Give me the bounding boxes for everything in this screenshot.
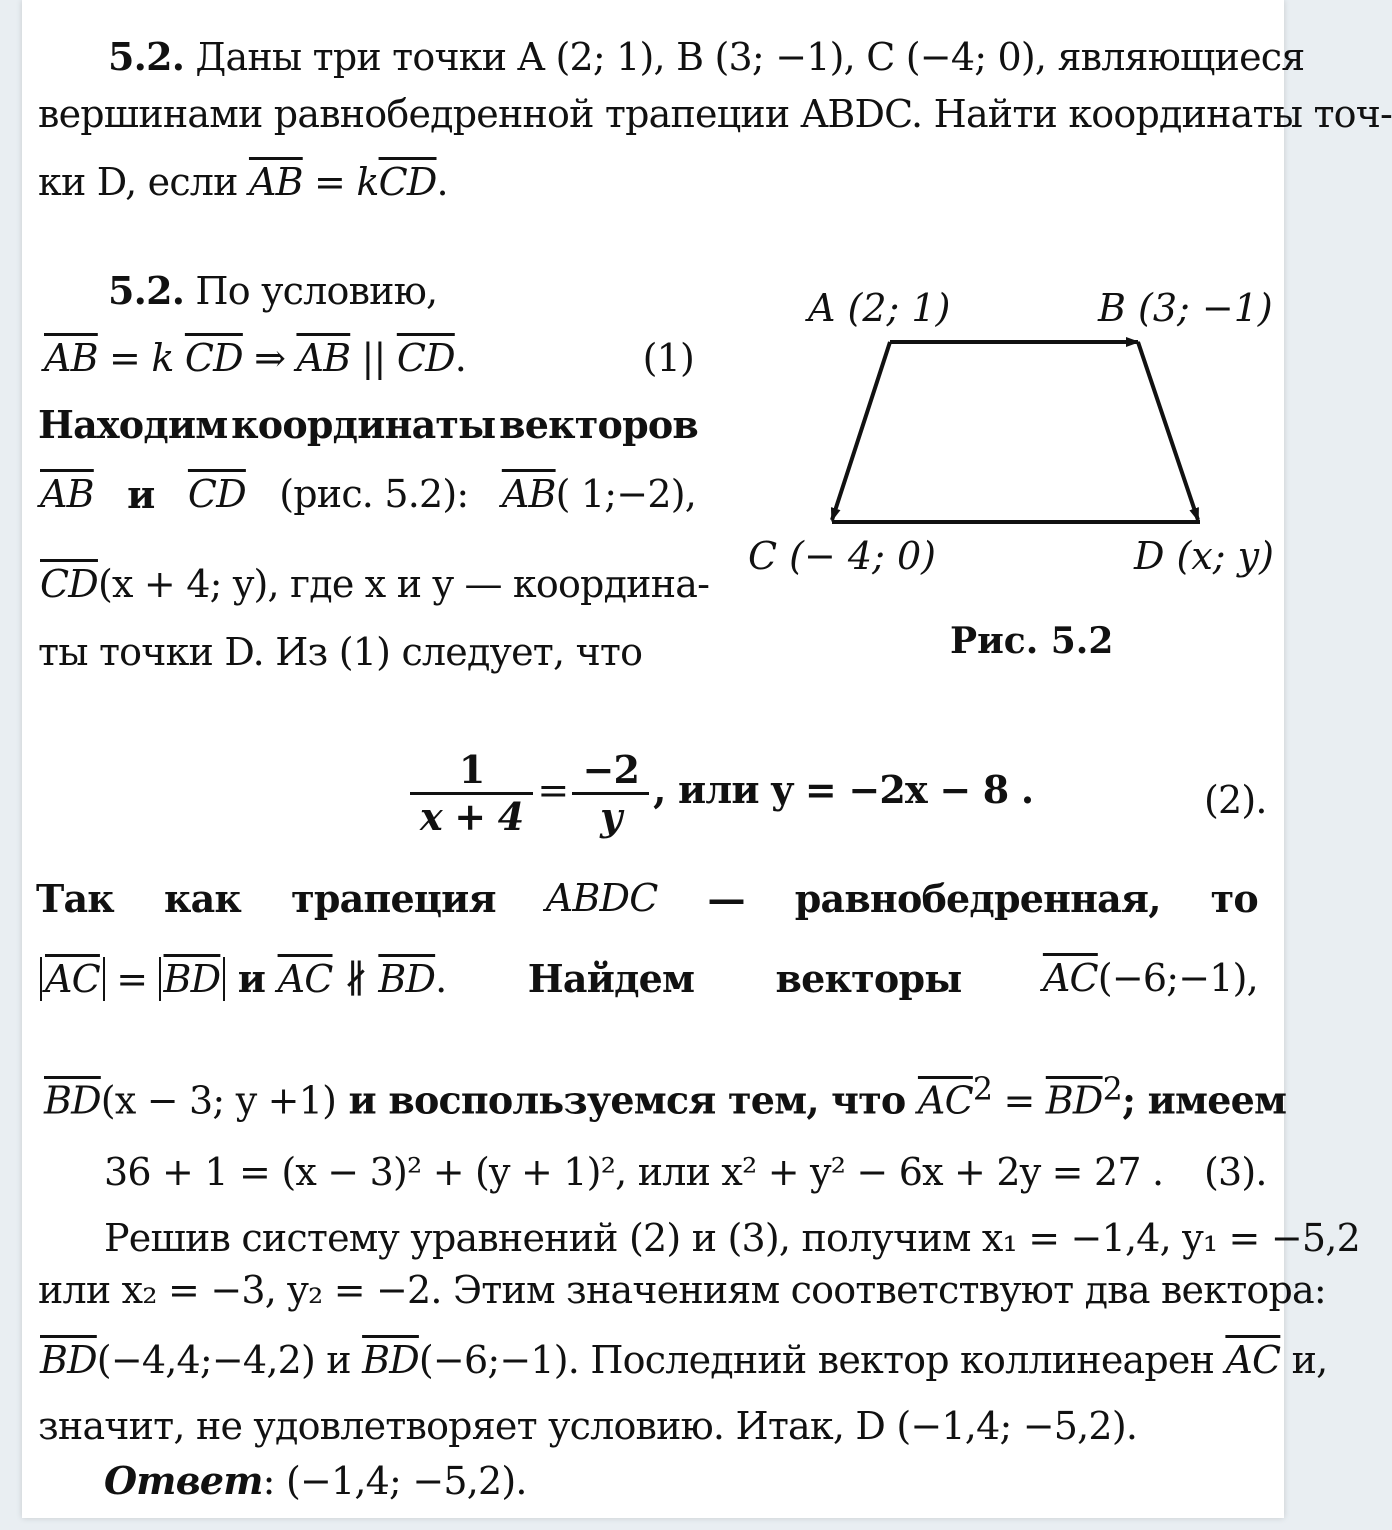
answer-value: : (−1,4; −5,2). bbox=[262, 1459, 527, 1503]
fraction-1: $\frac{1}{x + 4}$ bbox=[410, 748, 533, 839]
problem-line-2: вершинами равнобедренной трапеции ABDC. Найти координаты точ- bbox=[38, 92, 1392, 136]
solution-number: 5.2. bbox=[108, 268, 185, 313]
abs-vectors-line: $\overline{AC} = \overline{BD}$ и $\overline{AC}$ ∦ $\overline{BD}$. Найдем векторы $\overline{AC}(-6;-1)$, bbox=[40, 956, 1258, 1001]
solve-line-2: или x₂ = −3, y₂ = −2. Этим значениям соответствуют два вектора: bbox=[38, 1268, 1326, 1312]
vector-cd: $\overline{CD}$ bbox=[378, 160, 437, 204]
label-point-b: B (3; −1) bbox=[1098, 286, 1273, 330]
label-point-d: D (x; y) bbox=[1134, 534, 1274, 578]
equation-1: $\overline{AB} = k$ $\overline{CD}$ ⇒ $\overline{AB}$ || $\overline{CD}$. (1) bbox=[44, 336, 694, 380]
bd-vectors-line: $\overline{BD}(-4,4;-4,2)$ и $\overline{BD}(-6;-1)$. Последний вектор коллинеарен $\overline{AC}$ и, bbox=[40, 1338, 1328, 1382]
equation-3: 36 + 1 = (x − 3)² + (y + 1)², или x² + y² − 6x + 2y = 27 . bbox=[104, 1150, 1164, 1194]
vector-bd-arrow bbox=[1138, 342, 1198, 520]
trapezoid-line: Так как трапеция ABDC — равнобедренная, то bbox=[36, 876, 1258, 921]
equation-1-tag: (1) bbox=[642, 336, 694, 380]
problem-line-3: ки D, если $\overline{AB} = k\overline{CD}$. bbox=[38, 160, 448, 204]
label-point-c: C (− 4; 0) bbox=[748, 534, 936, 578]
find-coords-line: Находим координаты векторов bbox=[38, 402, 698, 447]
equation-2-tag: (2). bbox=[1204, 778, 1267, 822]
solution-intro: 5.2. По условию, bbox=[108, 268, 438, 313]
figure-caption: Рис. 5.2 bbox=[950, 620, 1114, 662]
equation-3-tag: (3). bbox=[1204, 1150, 1267, 1194]
document-page bbox=[22, 0, 1392, 1518]
coords-line: ты точки D. Из (1) следует, что bbox=[38, 630, 643, 674]
problem-number: 5.2. bbox=[108, 34, 185, 79]
vector-ab: $\overline{AB}$ bbox=[248, 160, 303, 204]
solve-line-1: Решив систему уравнений (2) и (3), получим x₁ = −1,4, y₁ = −5,2 bbox=[104, 1216, 1360, 1260]
vector-ac-arrow bbox=[832, 342, 890, 520]
problem-text-1: Даны три точки A (2; 1), B (3; −1), C (−4; 0), являющиеся bbox=[195, 35, 1305, 79]
label-point-a: A (2; 1) bbox=[808, 286, 951, 330]
cd-vector-line: $\overline{CD}(x + 4$; y), где x и y — координа- bbox=[40, 562, 710, 606]
conclusion-line: значит, не удовлетворяет условию. Итак, D (−1,4; −5,2). bbox=[38, 1404, 1138, 1448]
fraction-2: $\frac{-2}{y}$ bbox=[572, 748, 649, 839]
answer-label: Ответ bbox=[104, 1458, 263, 1503]
equation-2: $\frac{1}{x + 4}$ = $\frac{-2}{y}$ , или y = −2x − 8 . bbox=[406, 748, 1033, 839]
answer-line bbox=[104, 1458, 527, 1503]
bd-use-line: $\overline{BD}(x - 3$; y +1) и воспользуемся тем, что $\overline{AC}^2 = \overline{BD}^2$; имеем bbox=[44, 1072, 1287, 1123]
vectors-line: $\overline{AB}$ и $\overline{CD}$ (рис. 5.2): $\overline{AB}$( 1;−2), bbox=[40, 472, 696, 517]
